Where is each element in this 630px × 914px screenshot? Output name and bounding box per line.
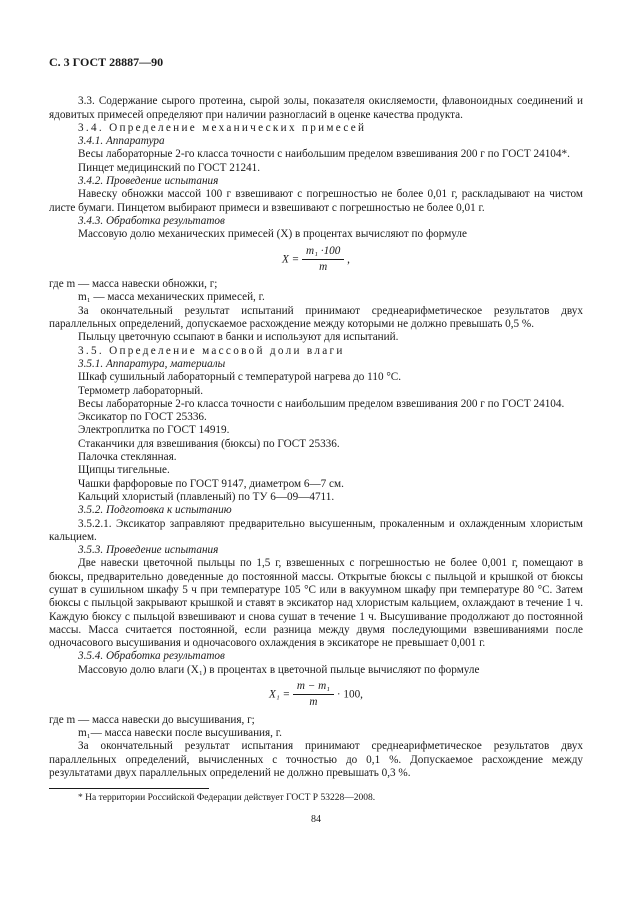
equipment-item: Стаканчики для взвешивания (бюксы) по ГОСТ 25336. [78,437,340,450]
where2-m: где m — масса навески до высушивания, г; [49,713,255,726]
heading-3-4-3: 3.4.3. Обработка результатов [78,214,225,227]
formula1-fraction [302,245,344,275]
equipment-list [49,371,583,504]
equipment-item: Шкаф сушильный лабораторный с температурой нагрева до 110 °С. [78,371,402,384]
para-3-5-4: Массовую долю влаги (X₁) в процентах в цветочной пыльце вычисляют по формуле [78,663,480,676]
heading-3-5-3: 3.5.3. Проведение испытания [78,544,219,557]
document-page [49,56,583,827]
equipment-item: Термометр лабораторный. [78,384,204,397]
equipment-item: Чашки фарфоровые по ГОСТ 9147, диаметром 6—7 см. [78,477,344,490]
para-3-4-1-tweezers: Пинцет медицинский по ГОСТ 21241. [78,161,261,174]
equipment-item: Электроплитка по ГОСТ 14919. [78,424,230,437]
formula2-denominator: m [309,696,318,709]
heading-3-4-1: 3.4.1. Аппаратура [78,135,165,148]
equipment-item: Весы лабораторные 2-го класса точности с наибольшим пределом взвешивания 200 г по ГОСТ 24104. [78,397,565,410]
heading-3-5-2: 3.5.2. Подготовка к испытанию [78,504,232,517]
para-final-result-2: За окончательный результат испытания принимают среднеарифметическое результатов двух параллельных определений, вычисленных с точностью до 0,1 %. Допускаемое расхождение между результатами двух параллельных определений не должно превышать 0,3 %. [49,740,583,779]
equipment-item: Кальций хлористый (плавленый) по ТУ 6—09—4711. [78,490,335,503]
where1-m: где m — масса навески обножки, г; [49,278,218,291]
heading-3-5-1: 3.5.1. Аппаратура, материалы [78,357,226,370]
equipment-item: Палочка стеклянная. [78,451,177,464]
para-3-4-1-scales: Весы лабораторные 2-го класса точности с наибольшим пределом взвешивания 200 г по ГОСТ 24104*. [78,148,570,161]
formula2-tail: · 100, [336,688,363,701]
para-3-3: 3.3. Содержание сырого протеина, сырой золы, показателя окисляемости, флавоноидных соединений и ядовитых примесей определяют при наличии разногласий в оценке качества продукта. [49,95,583,121]
heading-3-5: 3.5. Определение массовой доли влаги [78,344,345,357]
footnote-divider [49,788,209,789]
footnote: * На территории Российской Федерации действует ГОСТ Р 53228—2008. [78,793,376,804]
para-final-result-1: За окончательный результат испытаний принимают среднеарифметическое результатов двух параллельных определений, допускаемое расхождение между которыми не должно превышать 0,5 %. [49,304,583,331]
formula2-lhs: X₁ = [269,688,291,701]
formula2-fraction [293,680,334,710]
para-3-4-2: Навеску обножки массой 100 г взвешивают с погрешностью не более 0,01 г, раскладывают на чистом листе бумаги. Пинцетом выбирают примеси и взвешивают с погрешностью не более 0,01 г. [49,188,583,214]
formula-moisture [49,680,583,710]
para-3-4-3: Массовую долю механических примесей (X) в процентах вычисляют по формуле [78,228,467,241]
page-number: 84 [311,814,321,826]
where1-m1: m₁ — масса механических примесей, г. [78,291,265,304]
equipment-item: Эксикатор по ГОСТ 25336. [78,411,207,424]
formula1-numerator: m₁ ·100 [302,245,344,260]
formula-impurities [49,245,583,275]
para-3-5-3: Две навески цветочной пыльцы по 1,5 г, взвешенных с погрешностью не более 0,001 г, помещают в бюксы, предварительно доведенные до постоянной массы. Открытые бюксы с пыльцой и крышкой от бюксы сушат в сушильном шкафу 5 ч при температуре 105 °С или в вакуумном шкафу при температуре 80 °С. Затем бюксы с пыльцой закрывают крышкой и ставят в эксикатор над хлористым кальцием, охлаждают в течение 1 ч. Каждую бюксу с пыльцой взвешивают и снова сушат в течение 1 ч. Высушивание продолжают до постоянной массы. Масса считается постоянной, если разница между двумя последующими взвешиваниями после одночасового высушивания и одночасового охлаждения в эксикаторе не превышает 0,001 г. [49,557,583,650]
heading-3-4-2: 3.4.2. Проведение испытания [78,175,219,188]
equipment-item: Щипцы тигельные. [78,464,170,477]
where2-m1: m₁— масса навески после высушивания, г. [78,726,282,739]
heading-3-4: 3.4. Определение механических примесей [78,121,367,134]
page-header: С. 3 ГОСТ 28887—90 [49,55,164,69]
heading-3-5-4: 3.5.4. Обработка результатов [78,650,225,663]
formula1-denominator: m [319,260,328,273]
formula1-lhs: X = [282,252,300,265]
formula1-tail: , [347,252,350,265]
formula2-numerator: m − m₁ [293,680,334,695]
para-pollen-storage: Пыльцу цветочную ссыпают в банки и используют для испытаний. [78,331,399,344]
para-3-5-2-1: 3.5.2.1. Эксикатор заправляют предварительно высушенным, прокаленным и охлажденным хлористым кальцием. [49,517,583,543]
